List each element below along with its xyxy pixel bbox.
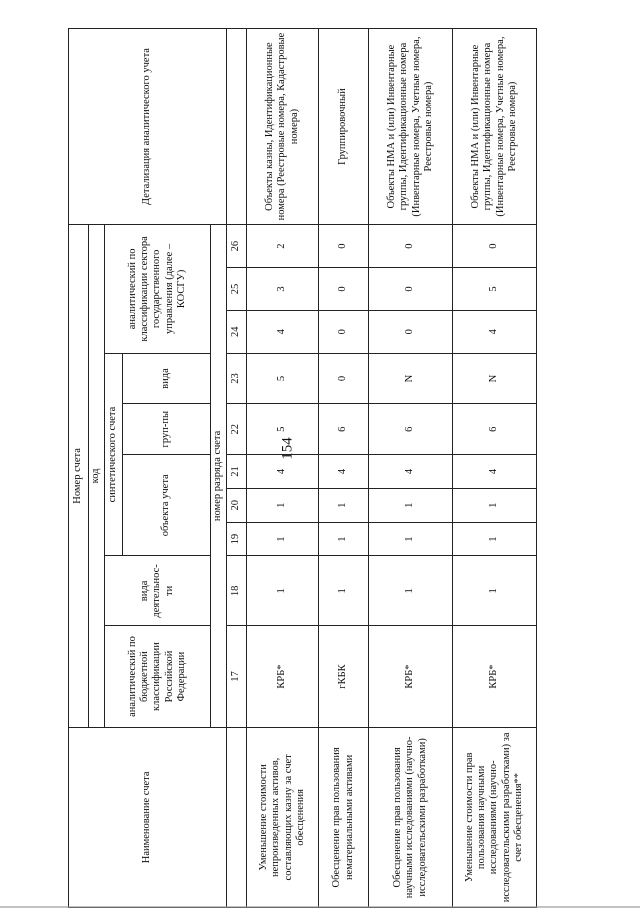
header-synthetic: синтетического счета [105,353,123,556]
cell: 1 [319,522,369,556]
row-detail: Объекты НМА и (или) Инвентарные группы, Идентификационные номера (Инвентарные номера, Учетные номера, Реестровые номера) [453,29,537,225]
digit-20: 20 [227,488,247,522]
cell: 1 [453,522,537,556]
cell: 1 [247,488,319,522]
cell: 4 [369,455,453,489]
cell: 1 [369,488,453,522]
header-kind: вида [123,353,211,404]
cell: 0 [453,225,537,268]
cell: 3 [247,268,319,311]
cell: 5 [247,404,319,455]
cell: 0 [369,268,453,311]
digit-18: 18 [227,556,247,626]
digit-detail-empty [227,29,247,225]
scan-edge-line [0,906,640,908]
cell: 0 [319,353,369,404]
cell: 5 [453,268,537,311]
header-kosgu: аналитический по классификации сектора государственного управления (далее – КОСГУ) [105,225,211,354]
digit-17: 17 [227,626,247,727]
row-detail: Объекты казны, Идентификационные номера (Реестровые номера, Кадастровые номера) [247,29,319,225]
header-group: груп-пы [123,404,211,455]
row-detail: Группировочный [319,29,369,225]
cell: 1 [453,488,537,522]
cell: 1 [369,522,453,556]
cell: 0 [369,225,453,268]
digit-25: 25 [227,268,247,311]
digit-empty [227,727,247,907]
digit-24: 24 [227,310,247,353]
row-name: Уменьшение стоимости прав пользования научными исследованиями (научно-исследовательскими разработками) за счет обесценения** [453,727,537,907]
header-account-name: Наименование счета [69,727,227,907]
cell: 6 [369,404,453,455]
cell: 2 [247,225,319,268]
cell: 1 [247,522,319,556]
cell: КРБ* [453,626,537,727]
row-name: Уменьшение стоимости непроизведенных активов, составляющих казну за счет обесценения [247,727,319,907]
cell: гКБК [319,626,369,727]
table-row [247,29,319,908]
header-budget-class: аналитический по бюджетной классификации Российской Федерации [105,626,211,727]
cell: 4 [247,310,319,353]
cell: 0 [319,225,369,268]
cell: 1 [319,556,369,626]
header-detail: Детализация аналитического учета [69,29,227,225]
cell: КРБ* [247,626,319,727]
cell: 4 [319,455,369,489]
header-activity: вида деятельнос-ти [105,556,211,626]
header-code: код [89,225,105,728]
digit-19: 19 [227,522,247,556]
rotated-table-wrapper [68,28,524,908]
cell: N [369,353,453,404]
cell: 1 [319,488,369,522]
accounts-table [68,28,537,908]
cell: 1 [453,556,537,626]
row-name: Обесценение прав пользования нематериальными активами [319,727,369,907]
page-number: 154 [279,437,296,460]
cell: 1 [247,556,319,626]
cell: 0 [319,268,369,311]
cell: N [453,353,537,404]
table-row [453,29,537,908]
cell: 4 [247,455,319,489]
cell: 0 [369,310,453,353]
table-row [369,29,453,908]
cell: 0 [319,310,369,353]
cell: 5 [247,353,319,404]
table-row [319,29,369,908]
header-account-number: Номер счета [69,225,89,728]
row-name: Обесценение прав пользования научными исследованиями (научно-исследовательскими разработками) [369,727,453,907]
cell: 4 [453,310,537,353]
digit-26: 26 [227,225,247,268]
header-object: объекта учета [123,455,211,556]
cell: 6 [453,404,537,455]
cell: КРБ* [369,626,453,727]
digit-21: 21 [227,455,247,489]
digit-22: 22 [227,404,247,455]
header-digit-row: номер разряда счета [211,225,227,728]
cell: 4 [453,455,537,489]
digit-23: 23 [227,353,247,404]
row-detail: Объекты НМА и (или) Инвентарные группы, Идентификационные номера (Инвентарные номера, Учетные номера, Реестровые номера) [369,29,453,225]
cell: 1 [369,556,453,626]
cell: 6 [319,404,369,455]
